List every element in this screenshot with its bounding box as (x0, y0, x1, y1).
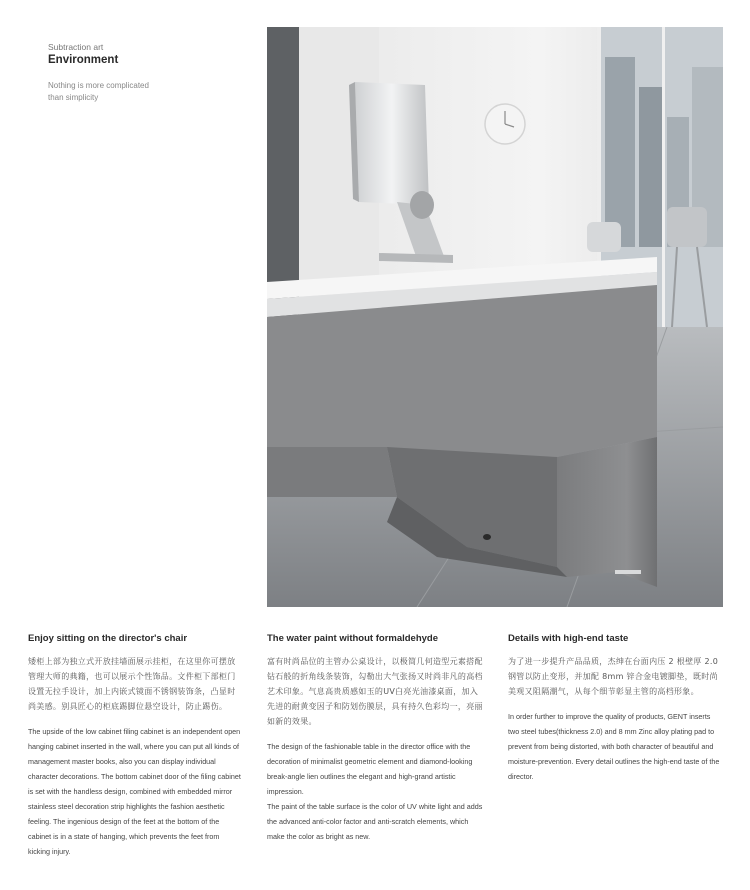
column-heading: Enjoy sitting on the director's chair (28, 633, 188, 644)
tagline-line-1: Nothing is more complicated (48, 81, 149, 90)
column-english-text-1: The design of the fashionable table in the director office with the decoration of minimalist geometric element and diamond-looking break-angle lien outlines the elegant and high-grand artistic impression. (267, 742, 473, 796)
intro-kicker: Subtraction art (48, 42, 104, 52)
column-heading: Details with high-end taste (508, 633, 629, 644)
column-english-text-2: The paint of the table surface is the color of UV white light and adds the advanced anti-color factor and anti-scratch elements, which make the color as bright as new. (267, 802, 483, 841)
column-chinese-text: 为了进一步提升产品品质，杰绅在台面内压 2 根壁厚 2.0 钢管以防止变形，并加配 8mm 锌合金电镀脚垫，既时尚美观又阻隔潮气，从每个细节彰显主管的高档形象。 (508, 657, 719, 696)
column-english-text: In order further to improve the quality of products, GENT inserts two steel tubes(thickness 2.0) and 8 mm Zinc alloy plating pad to prevent from being distorted, with both character of beautiful and moisture-prevention. Every detail outlines the high-end taste of the director. (508, 712, 720, 781)
column-water-paint (267, 633, 485, 844)
office-desk-photo-icon (267, 27, 723, 607)
column-chair (28, 633, 242, 859)
column-details (508, 633, 723, 784)
column-chinese-text: 矮柜上部为独立式开放挂墙面展示挂柜，在这里你可摆放管理大师的典籍，也可以展示个性饰品。文件柜下部柜门设置无拉手设计，加上内嵌式镜面不锈钢装饰条，凸显时尚美感。别具匠心的柜底踢脚位悬空设计，防止踢伤。 (28, 657, 236, 711)
column-english-text: The upside of the low cabinet filing cabinet is an independent open hanging cabinet inserted in the wall, where you can put all kinds of management master books, also you can display individual character decorations. The bottom cabinet door of the filing cabinet is set with the handless design, combined with embedded mirror stainless steel decoration strip highlights the fashion aesthetic feeling. The ingenious design of the feet at the bottom of the cabinet is in a state of hanging, which prevents the feet from kicking injury. (28, 727, 241, 856)
intro-block (48, 42, 248, 104)
office-desk-photo (267, 27, 723, 607)
tagline-line-2: than simplicity (48, 93, 99, 102)
intro-tagline (48, 80, 248, 104)
column-heading: The water paint without formaldehyde (267, 633, 439, 644)
column-chinese-text: 富有时尚品位的主管办公桌设计，以极简几何造型元素搭配钻石般的折角线条装饰，勾勒出大气张扬又时尚非凡的高档艺术印象。气息高贵质感如玉的UV白亮光油漆桌面，加入先进的耐黄变因子和防划伤膜层，具有持久色彩均一，亮丽如新的效果。 (267, 657, 483, 726)
page-title: Environment (48, 54, 119, 66)
